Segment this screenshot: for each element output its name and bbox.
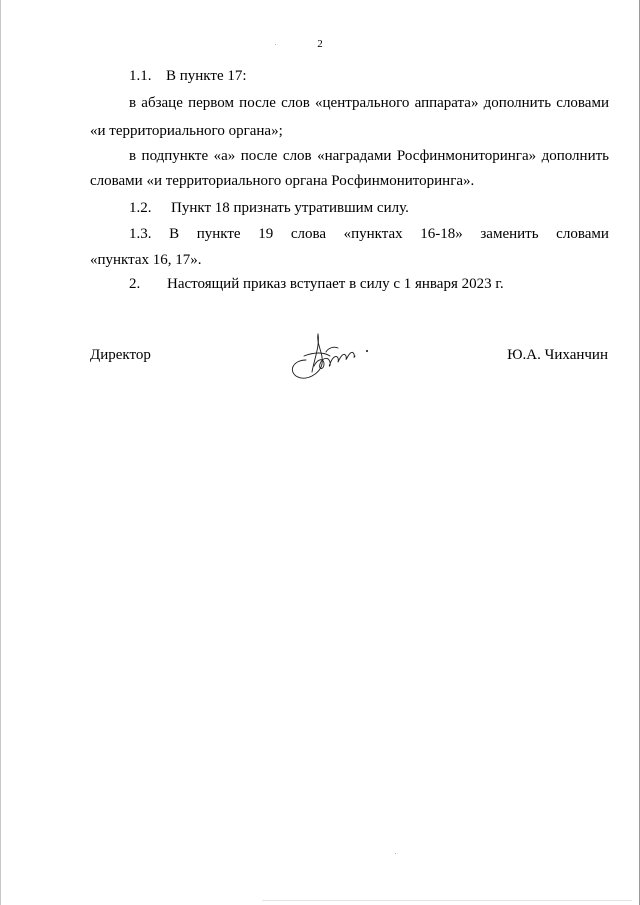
item-1-3-number: 1.3. <box>129 226 152 242</box>
item-1-3-word: заменить <box>480 226 539 242</box>
scan-speck <box>395 853 396 854</box>
scan-speck <box>275 44 276 45</box>
item-2-text: Настоящий приказ вступает в силу с 1 января 2023 г. <box>167 276 504 292</box>
paragraph-1-line-2: «и территориального органа»; <box>90 123 283 139</box>
signatory-name: Ю.А. Чиханчин <box>507 347 608 363</box>
item-1-1-text: В пункте 17: <box>166 68 247 84</box>
item-1-3-line-1 <box>129 225 609 243</box>
item-1-3-word: 16-18» <box>420 226 463 242</box>
item-1-2-number: 1.2. <box>129 200 152 216</box>
item-1-2 <box>129 199 609 217</box>
page-number: 2 <box>317 38 323 50</box>
item-2 <box>129 275 609 293</box>
item-1-3-word: пункте <box>196 226 241 242</box>
paragraph-2-line-1: в подпункте «а» после слов «наградами Росфинмониторинга» дополнить <box>129 148 609 164</box>
item-1-3-word: 19 <box>258 226 274 242</box>
item-1-2-text: Пункт 18 признать утратившим силу. <box>171 200 409 216</box>
item-1-1 <box>129 67 609 85</box>
scan-edge-line <box>262 900 632 901</box>
handwritten-signature <box>284 330 374 382</box>
signatory-title: Директор <box>90 347 151 363</box>
item-1-3-line-2: «пунктах 16, 17». <box>90 252 202 268</box>
paragraph-1-line-1: в абзаце первом после слов «центрального аппарата» дополнить словами <box>129 95 609 111</box>
item-1-1-number: 1.1. <box>129 68 152 84</box>
item-1-3-word: «пунктах <box>343 226 403 242</box>
item-2-number: 2. <box>129 276 141 292</box>
item-1-3-word: В <box>169 226 180 242</box>
item-1-3-word: словами <box>556 226 609 242</box>
paragraph-2-line-2: словами «и территориального органа Росфинмониторинга». <box>90 173 475 189</box>
item-1-3-word: слова <box>290 226 326 242</box>
